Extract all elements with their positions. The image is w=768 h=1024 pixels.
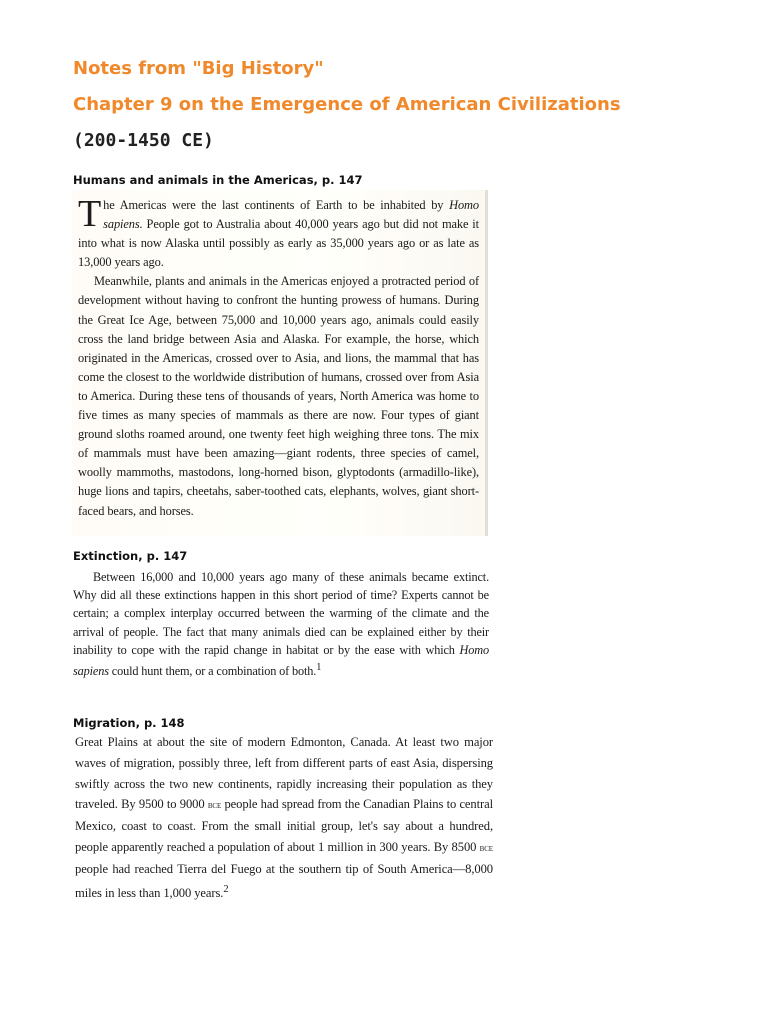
page-title: Notes from "Big History" bbox=[73, 58, 324, 79]
excerpt-text: People got to Australia about 40,000 years ago but did not make it into what is now Alaska until possibly as early as 35,000 years ago or as late as 13,000 years ago. bbox=[78, 217, 479, 270]
footnote-marker: 2 bbox=[223, 883, 229, 895]
excerpt-paragraph: Meanwhile, plants and animals in the Americas enjoyed a protracted period of development without having to confront the hunting prowess of humans. During the Great Ice Age, between 75,000 and 10,000 years ago, animals could easily cross the land bridge between Asia and Alaska. For example, the horse, which originated in the Americas, crossed over to Asia, and lions, the mammal that has come the closest to the worldwide distribution of humans, crossed over from Asia to America. During these tens of thousands of years, North America was home to five times as many species of mammals as there are now. Four types of giant ground sloths roamed around, one twenty feet high weighing three tons. The mix of mammals must have been amazing—giant rodents, three species of camel, woolly mammoths, mastodons, long-horned bison, glyptodonts (armadillo-like), huge lions and tapirs, cheetahs, saber-toothed cats, elephants, wolves, giant short-faced bears, and horses. bbox=[78, 274, 479, 518]
excerpt-paragraph bbox=[75, 732, 493, 904]
excerpt-text: he Americas were the last continents of Earth to be inhabited by bbox=[103, 198, 450, 212]
excerpt-paragraph bbox=[78, 193, 479, 272]
drop-cap: T bbox=[78, 193, 102, 235]
section-heading-migration: Migration, p. 148 bbox=[73, 716, 185, 730]
excerpt-paragraph bbox=[73, 568, 489, 680]
era-label: bce bbox=[479, 841, 493, 854]
chapter-title: Chapter 9 on the Emergence of American Civilizations bbox=[73, 94, 621, 115]
scanned-excerpt-humans-animals bbox=[72, 190, 488, 536]
excerpt-text: Great Plains at about the site of modern Edmonton, Canada. At least two major waves of migration, possibly three, left from different parts of east Asia, dispersing swiftly across the two new continents, rapidly increasing their population as they traveled. By 9500 to 9000 bbox=[75, 735, 493, 812]
section-heading-humans-animals: Humans and animals in the Americas, p. 147 bbox=[73, 173, 363, 187]
excerpt-italic: Homo sapiens bbox=[73, 642, 489, 679]
scanned-excerpt-extinction bbox=[73, 566, 491, 702]
footnote-marker: 1 bbox=[316, 662, 322, 674]
date-range: (200-1450 CE) bbox=[73, 130, 214, 151]
scanned-excerpt-migration bbox=[73, 732, 495, 912]
excerpt-text: Between 16,000 and 10,000 years ago many of these animals became extinct. Why did all these extinctions happen in this short period of time? Experts cannot be certain; a complex interplay occurred between the warming of the climate and the arrival of people. The fact that many animals died can be explained either by their inability to cope with the rapid change in habitat or by the ease with which bbox=[73, 570, 489, 657]
section-heading-extinction: Extinction, p. 147 bbox=[73, 549, 188, 563]
era-label: bce bbox=[207, 799, 222, 812]
excerpt-text: people had spread from the Canadian Plains to central Mexico, coast to coast. From the small initial group, let's say about a hundred, people apparently reached a population of about 1 million in 300 years. By 8500 bbox=[75, 797, 494, 854]
excerpt-text: could hunt them, or a combination of both. bbox=[108, 664, 317, 679]
excerpt-italic: Homo sapiens. bbox=[103, 198, 479, 232]
excerpt-text: people had reached Tierra del Fuego at the southern tip of South America—8,000 miles in less than 1,000 years. bbox=[75, 861, 493, 900]
